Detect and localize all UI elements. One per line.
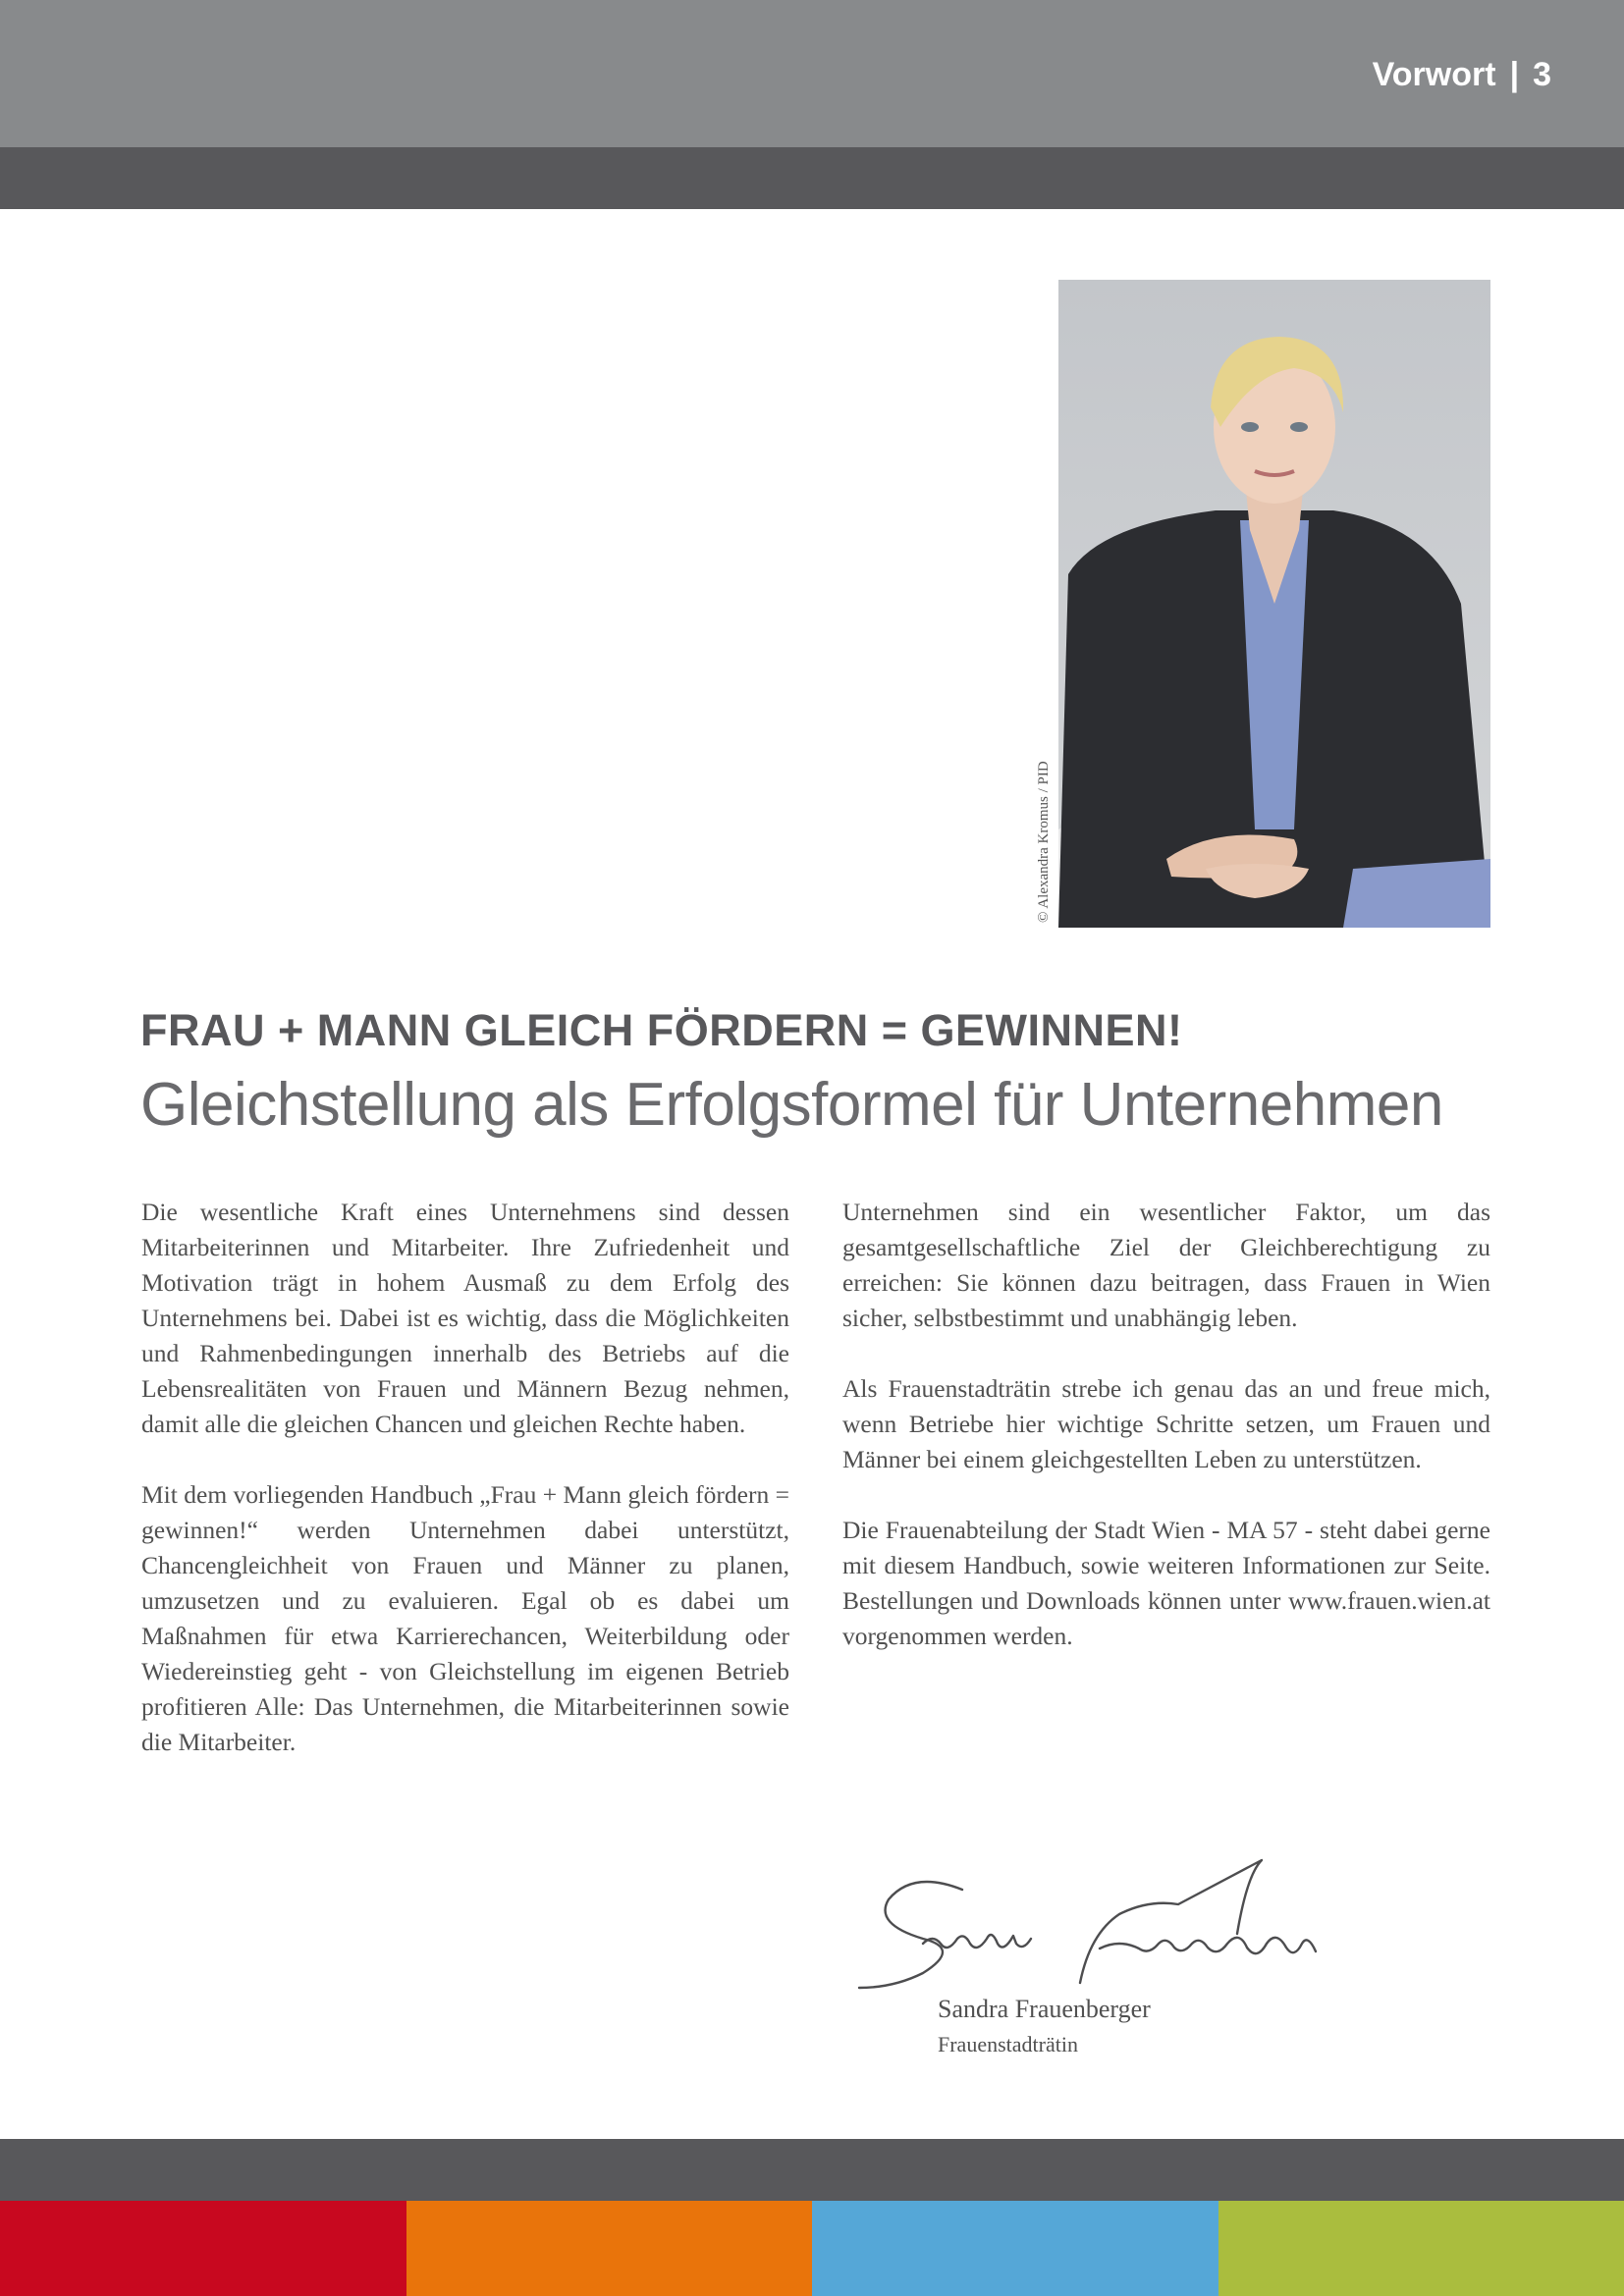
footer-stripe-red (0, 2201, 406, 2296)
body-column-left (141, 1195, 789, 1795)
paragraph: Mit dem vorliegenden Handbuch „Frau + Mann gleich fördern = gewinnen!“ werden Unternehmen dabei unterstützt, Chancengleichheit von Frauen und Männer zu planen, umzusetzen und zu evaluieren. Egal ob es dabei um Maßnahmen für etwa Karrierechancen, Weiterbildung oder Wiedereinstieg geht - von Gleichstellung im eigenen Betrieb profitieren Alle: Das Unternehmen, die Mitarbeiterinnen sowie die Mitarbeiter. (141, 1480, 789, 1756)
footer-stripe-blue (812, 2201, 1218, 2296)
page-number: 3 (1533, 56, 1551, 93)
footer-dark-band (0, 2139, 1624, 2201)
footer-stripe-orange (406, 2201, 813, 2296)
paragraph: Die wesentliche Kraft eines Unternehmens sind dessen Mitarbeiterinnen und Mitarbeiter. Ihre Zufriedenheit und Motivation trägt in hohem Ausmaß zu dem Erfolg des Unternehmens bei. Dabei ist es wichtig, dass die Möglichkeiten und Rahmenbedingungen innerhalb des Betriebs auf die Lebensrealitäten von Frauen und Männern Bezug nehmen, damit alle die gleichen Chancen und gleichen Rechte haben. (141, 1198, 789, 1438)
signatory-role: Frauenstadträtin (938, 2032, 1078, 2056)
paragraph: Unternehmen sind ein wesentlicher Faktor, um das gesamtgesellschaftliche Ziel der Gleichberechtigung zu erreichen: Sie können dazu beitragen, dass Frauen in Wien sicher, selbstbestimmt und unabhängig leben. (842, 1198, 1490, 1332)
paragraph: Als Frauenstadträtin strebe ich genau das an und freue mich, wenn Betriebe hier wichtige Schritte setzen, um Frauen und Männer bei einem gleichgestellten Leben zu unterstützen. (842, 1374, 1490, 1473)
headline: FRAU + MANN GLEICH FÖRDERN = GEWINNEN! (140, 1005, 1183, 1055)
portrait-photo (1058, 280, 1490, 928)
section-title: Vorwort (1372, 56, 1496, 93)
header-dark-band (0, 147, 1624, 209)
signatory-name: Sandra Frauenberger (938, 1995, 1151, 2023)
subheadline: Gleichstellung als Erfolgsformel für Unternehmen (140, 1071, 1443, 1139)
header-separator: | (1509, 56, 1520, 93)
handwritten-signature (854, 1845, 1384, 1993)
paragraph: Die Frauenabteilung der Stadt Wien - MA 57 - steht dabei gerne mit diesem Handbuch, sowie weiteren Informationen zur Seite. Bestellungen und Downloads können unter www.frauen.wien.at vorgenommen werden. (842, 1516, 1490, 1650)
footer-color-stripes (0, 2201, 1624, 2296)
footer-stripe-green (1218, 2201, 1624, 2296)
body-column-right (842, 1195, 1490, 1689)
running-header (1373, 51, 1551, 98)
photo-credit: © Alexandra Kromus / PID (1036, 761, 1052, 923)
